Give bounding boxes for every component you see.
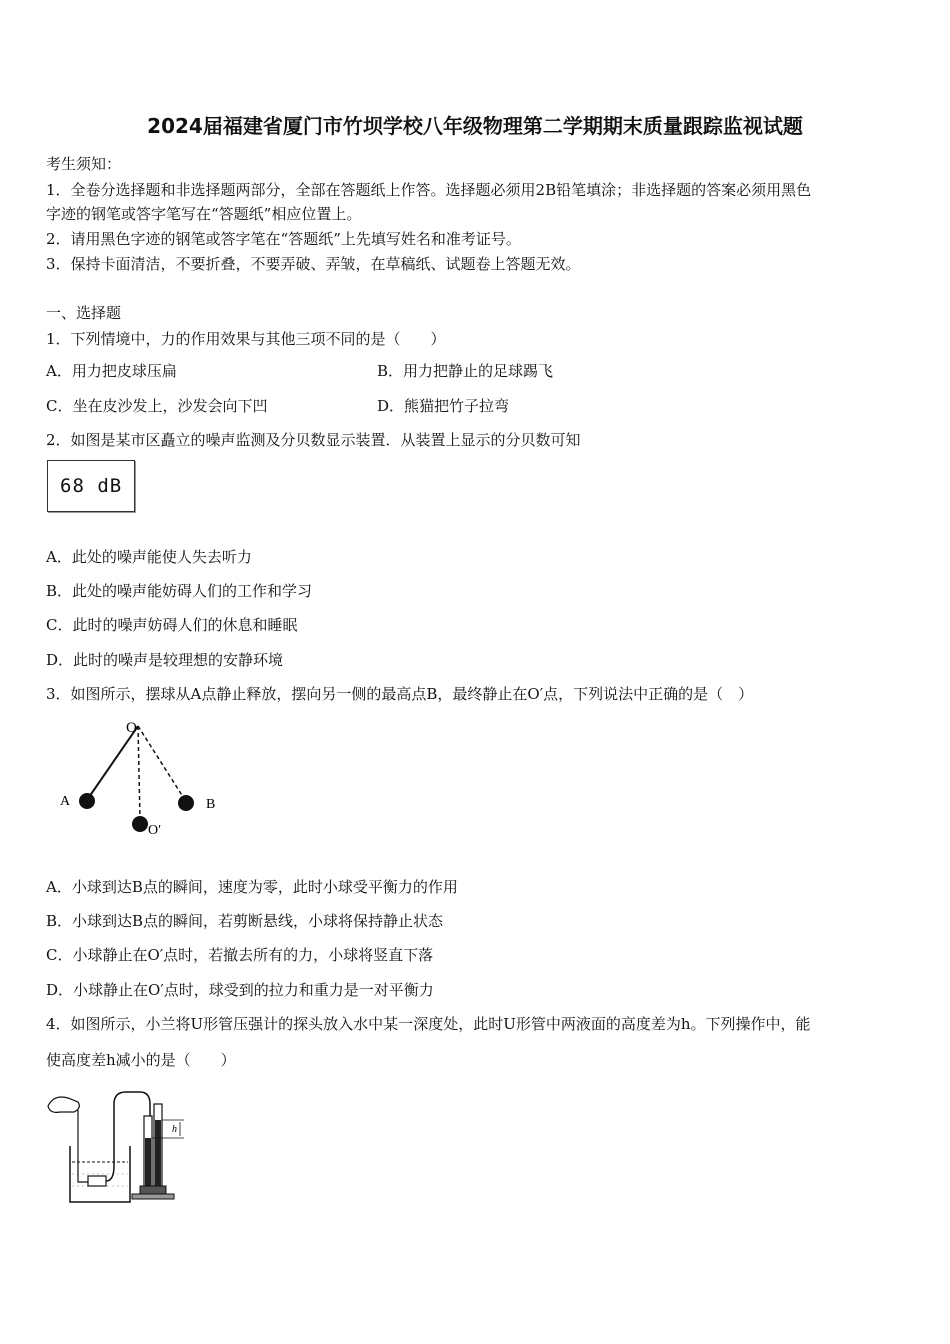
label-b: B [206,797,216,812]
ball-o-prime [132,816,148,832]
liquid-left [145,1138,151,1186]
q2-option-d: D．此时的噪声是较理想的安静环境 [46,651,284,669]
ball-b [178,795,194,811]
q3-option-d: D．小球静止在O′点时，球受到的拉力和重力是一对平衡力 [46,981,434,999]
label-a: A [60,794,71,809]
notice-heading: 考生须知： [46,155,122,173]
q3-option-b: B．小球到达B点的瞬间，若剪断悬线，小球将保持静止状态 [46,912,444,930]
notice-item: 2．请用黑色字迹的钢笔或答字笔在“答题纸”上先填写姓名和准考证号。 [46,230,521,248]
u-tube-manometer-figure [44,1086,194,1211]
q2-option-b: B．此处的噪声能妨碍人们的工作和学习 [46,582,313,600]
liquid-right [155,1120,161,1186]
question-3-stem: 3．如图所示，摆球从A点静止释放，摆向另一侧的最高点B，最终静止在O′点，下列说法中正确的是（ ） [46,685,754,703]
hand-icon [48,1097,79,1112]
question-1-stem: 1．下列情境中，力的作用效果与其他三项不同的是（ ） [46,330,446,348]
pendulum-string [87,726,138,800]
u-tube-base [140,1186,166,1194]
rubber-hose [106,1092,150,1181]
probe-head [88,1176,106,1186]
label-h: h [172,1124,177,1135]
question-4-stem-cont: 使高度差h减小的是（ ） [46,1051,236,1069]
notice-item: 字迹的钢笔或答字笔写在“答题纸”相应位置上。 [46,205,362,223]
decibel-display [47,460,135,512]
q2-option-a: A．此处的噪声能使人失去听力 [46,548,252,566]
pendulum-vertical-dashed [138,726,140,820]
q3-option-c: C．小球静止在O′点时，若撤去所有的力，小球将竖直下落 [46,946,434,964]
q1-option-d: D．熊猫把竹子拉弯 [377,397,510,415]
section-title: 一、选择题 [46,304,122,322]
question-4-stem: 4．如图所示，小兰将U形管压强计的探头放入水中某一深度处，此时U形管中两液面的高度差为h。下列操作中，能 [46,1015,811,1033]
q3-option-a: A．小球到达B点的瞬间，速度为零，此时小球受平衡力的作用 [46,878,458,896]
notice-item: 1．全卷分选择题和非选择题两部分，全部在答题纸上作答。选择题必须用2B铅笔填涂；非选择题的答案必须用黑色 [46,181,812,199]
probe-rod [78,1110,88,1182]
question-2-stem: 2．如图是某市区矗立的噪声监测及分贝数显示装置．从装置上显示的分贝数可知 [46,431,581,449]
label-o-prime: O′ [148,823,162,838]
pendulum-path-dashed [138,726,185,800]
ball-a [79,793,95,809]
q2-option-c: C．此时的噪声妨碍人们的休息和睡眠 [46,616,298,634]
notice-item: 3．保持卡面清洁，不要折叠，不要弄破、弄皱，在草稿纸、试题卷上答题无效。 [46,255,581,273]
page-title: 2024届福建省厦门市竹坝学校八年级物理第二学期期末质量跟踪监视试题 [147,114,803,138]
q1-option-c: C．坐在皮沙发上，沙发会向下凹 [46,397,268,415]
q1-option-b: B．用力把静止的足球踢飞 [377,362,554,380]
label-o: O [126,720,137,736]
stand-base [132,1194,174,1199]
q1-option-a: A．用力把皮球压扁 [46,362,177,380]
pendulum-figure [50,712,230,842]
decibel-reading: 68 dB [60,475,123,497]
